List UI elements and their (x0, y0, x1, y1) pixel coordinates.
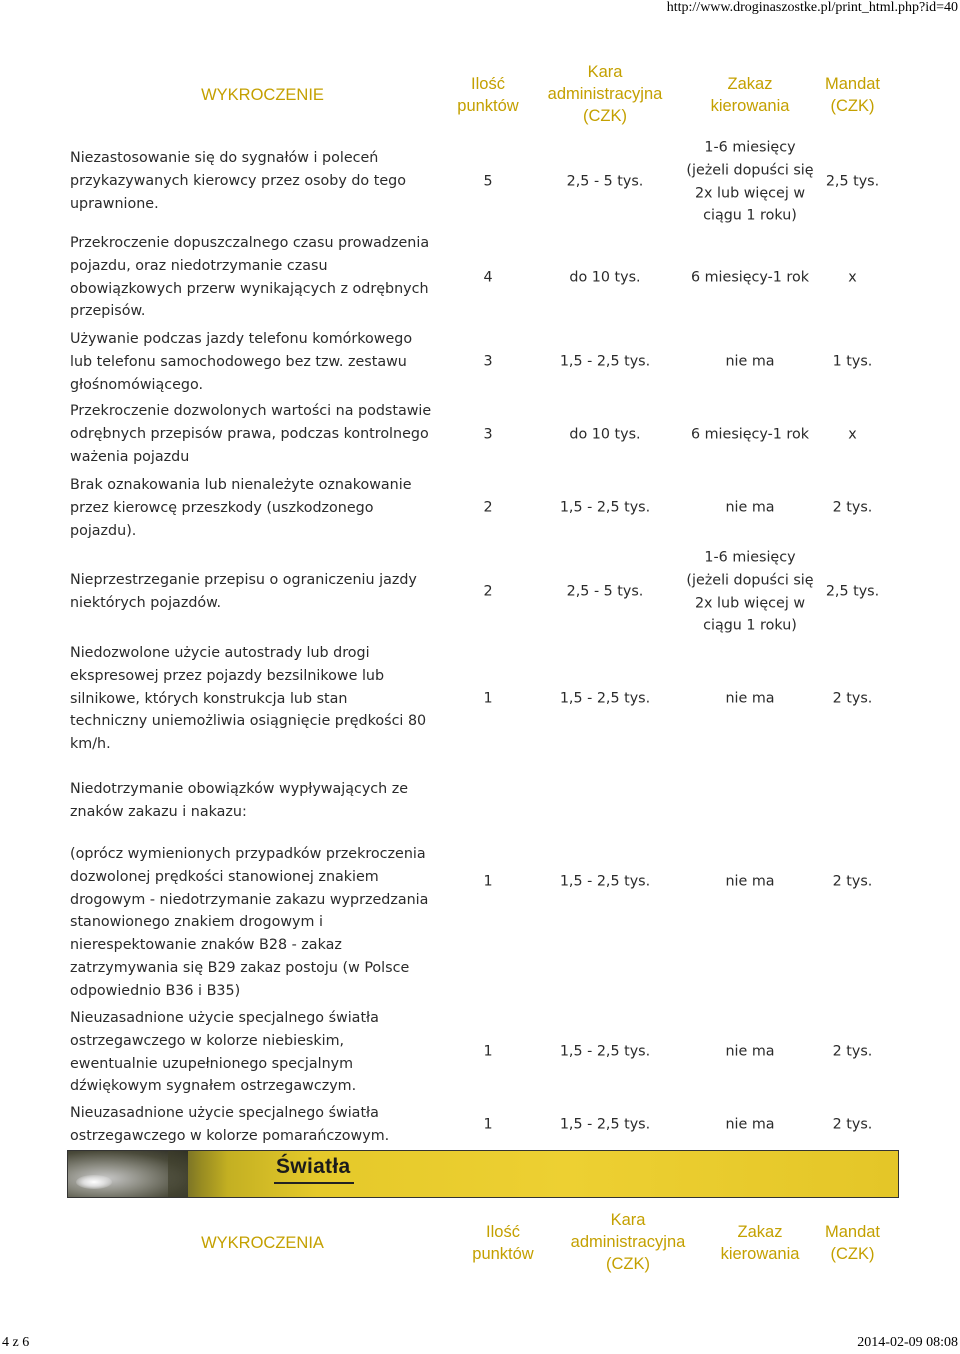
row-points: 3 (483, 426, 493, 443)
row-points: 1 (483, 1116, 493, 1133)
row-ban: nie ma (725, 873, 775, 890)
header-offenses-2: WYKROCZENIA (201, 1234, 324, 1252)
section-note: Niedotrzymanie obowiązków wypływających ze znaków zakazu i nakazu: (70, 781, 409, 820)
header-ban: Zakaz kierowania (710, 75, 790, 115)
row-ban: nie ma (725, 499, 775, 516)
row-mandate: 2 tys. (832, 499, 873, 516)
row-ban: nie ma (725, 690, 775, 707)
section-banner (67, 1150, 899, 1198)
header-mandate: Mandat (CZK) (824, 75, 881, 115)
row-mandate: 2 tys. (832, 1116, 873, 1133)
page-counter: 4 z 6 (2, 1335, 30, 1350)
row-fine: 1,5 - 2,5 tys. (559, 499, 651, 516)
row-ban: 6 miesięcy-1 rok (690, 269, 809, 286)
row-mandate: 2 tys. (832, 690, 873, 707)
row-description: Niedozwolone użycie autostrady lub drogi ekspresowej przez pojazdy bezsilnikowe lub silnikowe, których konstrukcja lub stan techniczny uniemożliwia osiągnięcie prędkości 80 km/h. (70, 645, 427, 753)
banner-title: Światła (276, 1155, 351, 1178)
row-description: Niezastosowanie się do sygnałów i poleceń przykazywanych kierowcy przez osoby do tego uprawnione. (70, 150, 406, 212)
header-points-2: Ilość punktów (472, 1223, 534, 1263)
header-mandate-2: Mandat (CZK) (824, 1223, 881, 1263)
row-points: 4 (483, 269, 493, 286)
row-mandate: 2 tys. (832, 1043, 873, 1060)
row-points: 2 (483, 499, 493, 516)
row-points: 2 (483, 583, 493, 600)
row-fine: 1,5 - 2,5 tys. (559, 1116, 651, 1133)
header-ban-2: Zakaz kierowania (720, 1223, 800, 1263)
row-points: 1 (483, 873, 493, 890)
row-description: Brak oznakowania lub nienależyte oznakowanie przez kierowcę przeszkody (uszkodzonego pojazdu). (70, 477, 412, 539)
row-description: Przekroczenie dozwolonych wartości na podstawie odrębnych przepisów prawa, podczas kontrolnego ważenia pojazdu (70, 403, 432, 465)
row-points: 1 (483, 690, 493, 707)
row-mandate: 2,5 tys. (825, 583, 880, 600)
row-fine: 1,5 - 2,5 tys. (559, 1043, 651, 1060)
row-description: Nieprzestrzeganie przepisu o ograniczeniu jazdy niektórych pojazdów. (70, 572, 417, 611)
row-fine: 2,5 - 5 tys. (566, 173, 644, 190)
row-ban: 1-6 miesięcy (jeżeli dopuści się 2x lub więcej w ciągu 1 roku) (686, 139, 814, 224)
row-ban: nie ma (725, 1116, 775, 1133)
row-fine: do 10 tys. (569, 426, 641, 443)
header-offense: WYKROCZENIE (201, 86, 324, 104)
row-description: Nieuzasadnione użycie specjalnego światła ostrzegawczego w kolorze pomarańczowym. (70, 1105, 390, 1144)
header-points: Ilość punktów (457, 75, 519, 115)
row-mandate: x (848, 269, 857, 286)
row-points: 1 (483, 1043, 493, 1060)
row-mandate: 2 tys. (832, 873, 873, 890)
row-ban: 6 miesięcy-1 rok (690, 426, 809, 443)
row-points: 5 (483, 173, 493, 190)
row-ban: nie ma (725, 353, 775, 370)
row-ban: nie ma (725, 1043, 775, 1060)
row-mandate: 1 tys. (832, 353, 873, 370)
row-fine: 1,5 - 2,5 tys. (559, 873, 651, 890)
header-fine: Kara administracyjna (CZK) (547, 63, 663, 125)
row-fine: do 10 tys. (569, 269, 641, 286)
row-fine: 1,5 - 2,5 tys. (559, 353, 651, 370)
print-timestamp: 2014-02-09 08:08 (857, 1335, 958, 1350)
row-description: Przekroczenie dopuszczalnego czasu prowadzenia pojazdu, oraz niedotrzymanie czasu obowiązkowych przerw wynikających z odrębnych przepisów. (70, 235, 430, 320)
page-url: http://www.droginaszostke.pl/print_html.php?id=40 (666, 0, 958, 15)
row-fine: 2,5 - 5 tys. (566, 583, 644, 600)
row-mandate: 2,5 tys. (825, 173, 880, 190)
row-ban: 1-6 miesięcy (jeżeli dopuści się 2x lub więcej w ciągu 1 roku) (686, 549, 814, 634)
row-mandate: x (848, 426, 857, 443)
row-description: (oprócz wymienionych przypadków przekroczenia dozwolonej prędkości stanowionej znakiem drogowym - niedotrzymanie zakazu wyprzedzania stanowionego znakiem drogowym i nierespektowanie znaków B28 - zakaz zatrzymywania się B29 zakaz postoju (w Polsce odpowiednio B36 i B35) (70, 846, 429, 999)
row-fine: 1,5 - 2,5 tys. (559, 690, 651, 707)
header-fine-2: Kara administracyjna (CZK) (570, 1211, 686, 1273)
row-description: Nieuzasadnione użycie specjalnego światła ostrzegawczego w kolorze niebieskim, ewentualnie uzupełnionego specjalnym dźwiękowym sygnałem ostrzegawczym. (70, 1010, 379, 1095)
row-description: Używanie podczas jazdy telefonu komórkowego lub telefonu samochodowego bez tzw. zestawu głośnomówiącego. (70, 331, 413, 393)
row-points: 3 (483, 353, 493, 370)
